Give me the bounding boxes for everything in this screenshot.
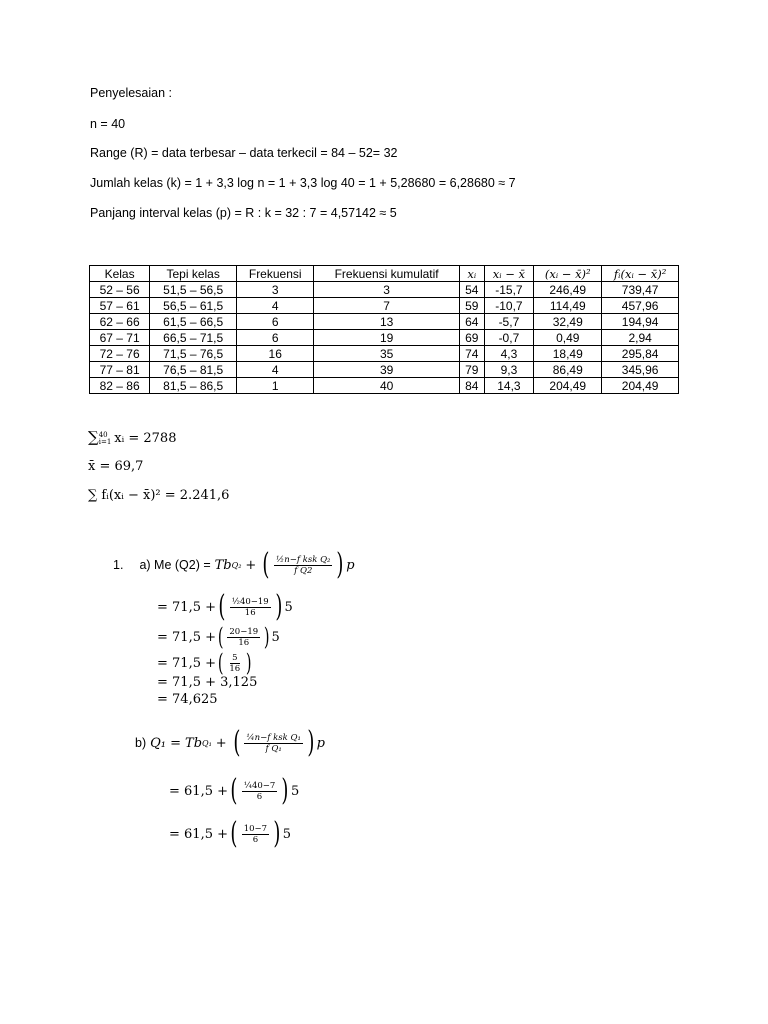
table-cell: 457,96 — [602, 298, 679, 314]
table-cell: 14,3 — [484, 378, 534, 394]
table-cell: 194,94 — [602, 314, 679, 330]
median-fraction: $\frac{\text{½n−f ksk Q₂}}{\text{f Q2}}$ — [276, 554, 331, 576]
sum-lower-limit: i=1 — [98, 437, 112, 446]
item-number: 1. — [113, 558, 124, 572]
table-cell: 39 — [314, 362, 460, 378]
table-row — [90, 314, 679, 330]
median-label-sub: 2 — [188, 558, 196, 572]
table-cell: 69 — [460, 330, 485, 346]
table-cell: 1 — [237, 378, 314, 394]
table-cell: 19 — [314, 330, 460, 346]
range-line: Range (R) = data terbesar – data terkecil = 84 – 52= 32 — [90, 146, 398, 160]
heading: Penyelesaian : — [90, 86, 173, 100]
interval-line: Panjang interval kelas (p) = R : k = 32 : 7 = 4,57142 ≈ 5 — [90, 206, 397, 220]
table-cell: 71,5 – 76,5 — [150, 346, 237, 362]
table-cell: 739,47 — [602, 282, 679, 298]
header-weighted-squared: fᵢ(xᵢ − x̄)² — [602, 266, 679, 282]
class-count-line: Jumlah kelas (k) = 1 + 3,3 log n = 1 + 3,3 log 40 = 1 + 5,28680 = 6,28680 ≈ 7 — [90, 176, 516, 190]
table-cell: -15,7 — [484, 282, 534, 298]
table-cell: 4,3 — [484, 346, 534, 362]
p-symbol: p — [346, 557, 355, 573]
sum-upper-limit: 40 — [98, 430, 108, 439]
table-row — [90, 282, 679, 298]
header-deviation-squared: (xᵢ − x̄)² — [534, 266, 602, 282]
table-cell: 246,49 — [534, 282, 602, 298]
header-xi: xᵢ — [460, 266, 485, 282]
sum-x-value: xᵢ = 2788 — [114, 431, 177, 446]
table-cell: -10,7 — [484, 298, 534, 314]
table-cell: -5,7 — [484, 314, 534, 330]
table-cell: 204,49 — [534, 378, 602, 394]
table-cell: 81,5 – 86,5 — [150, 378, 237, 394]
median-label-close: ) = — [195, 558, 211, 572]
table-cell: 72 – 76 — [90, 346, 150, 362]
frequency-table — [89, 265, 679, 394]
median-result: = 74,625 — [157, 692, 218, 707]
table-cell: 4 — [237, 298, 314, 314]
table-cell: 16 — [237, 346, 314, 362]
table-cell: 7 — [314, 298, 460, 314]
table-cell: 61,5 – 66,5 — [150, 314, 237, 330]
table-cell: 0,49 — [534, 330, 602, 346]
median-step-1: = 71,5 + ( $\frac{\text{½40−19}}{16}$ ) 5 — [157, 589, 293, 624]
median-step-4: = 71,5 + 3,125 — [157, 675, 258, 690]
sum-x-line: ∑ 40 i=1 xᵢ = 2788 — [88, 428, 177, 446]
table-cell: 51,5 – 56,5 — [150, 282, 237, 298]
table-cell: 13 — [314, 314, 460, 330]
header-frekuensi-kumulatif: Frekuensi kumulatif — [314, 266, 460, 282]
table-cell: 3 — [237, 282, 314, 298]
table-cell: 40 — [314, 378, 460, 394]
table-cell: 114,49 — [534, 298, 602, 314]
table-cell: 57 – 61 — [90, 298, 150, 314]
table-cell: -0,7 — [484, 330, 534, 346]
q1-formula: b) Q₁ = Tb Q₁ + ( $\frac{\text{¼n−f ksk Q₁}}{\text{f Q₁}}$ ) p — [135, 725, 325, 760]
table-cell: 18,49 — [534, 346, 602, 362]
table-cell: 345,96 — [602, 362, 679, 378]
median-step-3: = 71,5 + ( $\frac{5}{16}$ ) — [157, 649, 252, 677]
table-cell: 295,84 — [602, 346, 679, 362]
median-formula: 1. a) Me (Q 2 ) = Tb Q₂ + ( $\frac{\text{½n−f ksk Q₂}}{\text{f Q2}}$ ) p — [113, 547, 355, 582]
n-line: n = 40 — [90, 117, 126, 131]
table-cell: 67 – 71 — [90, 330, 150, 346]
median-label: a) Me (Q — [139, 558, 189, 572]
table-cell: 66,5 – 71,5 — [150, 330, 237, 346]
tb-subscript: Q₂ — [231, 560, 242, 570]
table-cell: 6 — [237, 314, 314, 330]
table-header-row — [90, 266, 679, 282]
table-cell: 35 — [314, 346, 460, 362]
table-cell: 32,49 — [534, 314, 602, 330]
table-cell: 79 — [460, 362, 485, 378]
table-cell: 62 – 66 — [90, 314, 150, 330]
table-cell: 3 — [314, 282, 460, 298]
q1-step-2: = 61,5 + ( $\frac{10-7}{6}$ ) 5 — [169, 816, 292, 851]
table-cell: 204,49 — [602, 378, 679, 394]
header-tepi-kelas: Tepi kelas — [150, 266, 237, 282]
table-row — [90, 362, 679, 378]
header-frekuensi: Frekuensi — [237, 266, 314, 282]
table-row — [90, 298, 679, 314]
table-cell: 52 – 56 — [90, 282, 150, 298]
tb-symbol: Tb — [214, 557, 232, 573]
median-step-2: = 71,5 + ( $\frac{20-19}{16}$ ) 5 — [157, 623, 280, 651]
table-cell: 82 – 86 — [90, 378, 150, 394]
sum-squared-line: ∑ fᵢ(xᵢ − x̄)² = 2.241,6 — [88, 488, 230, 503]
table-cell: 54 — [460, 282, 485, 298]
q1-step-1: = 61,5 + ( $\frac{\text{¼40−7}}{6}$ ) 5 — [169, 773, 300, 808]
table-row — [90, 378, 679, 394]
table-cell: 9,3 — [484, 362, 534, 378]
table-cell: 86,49 — [534, 362, 602, 378]
table-cell: 4 — [237, 362, 314, 378]
table-row — [90, 330, 679, 346]
header-kelas: Kelas — [90, 266, 150, 282]
table-cell: 84 — [460, 378, 485, 394]
table-cell: 74 — [460, 346, 485, 362]
header-deviation: xᵢ − x̄ — [484, 266, 534, 282]
table-row — [90, 346, 679, 362]
table-cell: 64 — [460, 314, 485, 330]
table-cell: 6 — [237, 330, 314, 346]
table-body — [90, 282, 679, 394]
mean-line: x̄ = 69,7 — [88, 459, 144, 474]
table-cell: 76,5 – 81,5 — [150, 362, 237, 378]
table-cell: 59 — [460, 298, 485, 314]
table-cell: 2,94 — [602, 330, 679, 346]
table-cell: 56,5 – 61,5 — [150, 298, 237, 314]
table-cell: 77 – 81 — [90, 362, 150, 378]
